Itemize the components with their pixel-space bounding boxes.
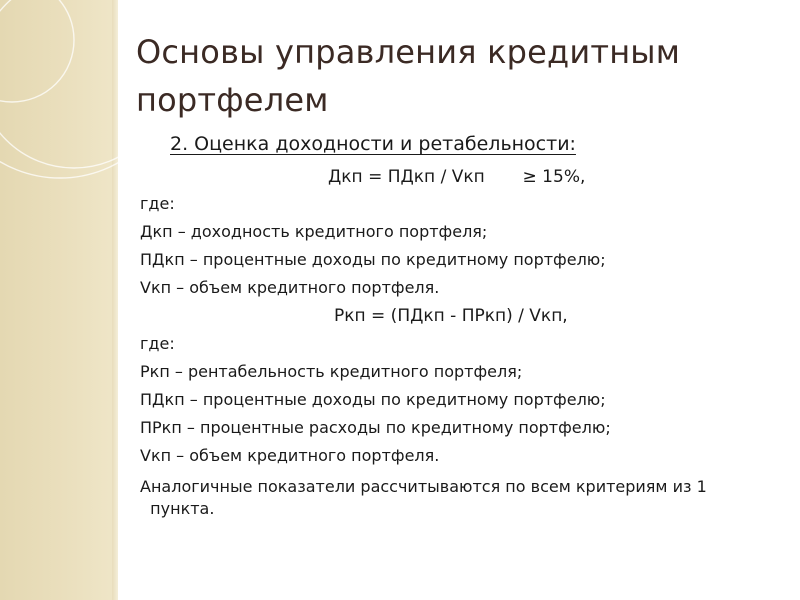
closing-note-line-1: Аналогичные показатели рассчитываются по всем критериям из 1 xyxy=(140,477,707,496)
closing-note-line-2: пункта. xyxy=(140,499,215,518)
definition-line: Vкп – объем кредитного портфеля. xyxy=(140,278,440,297)
section-heading: 2. Оценка доходности и ретабельности: xyxy=(170,133,576,155)
slide-title: Основы управления кредитным портфелем xyxy=(136,33,681,119)
definition-line: ПДкп – процентные доходы по кредитному портфелю; xyxy=(140,390,606,409)
definition-line: Vкп – объем кредитного портфеля. xyxy=(140,446,440,465)
formula-profitability: Дкп = ПДкп / Vкп ≥ 15%, xyxy=(328,167,586,187)
sidebar-edge xyxy=(112,0,118,600)
definition-line: Ркп – рентабельность кредитного портфеля; xyxy=(140,362,523,381)
formula-rentability: Ркп = (ПДкп - ПРкп) / Vкп, xyxy=(334,306,568,326)
where-label-1: где: xyxy=(140,194,175,213)
definition-line: Дкп – доходность кредитного портфеля; xyxy=(140,222,488,241)
where-label-2: где: xyxy=(140,334,175,353)
closing-note xyxy=(140,476,780,520)
definition-line: ПДкп – процентные доходы по кредитному портфелю; xyxy=(140,250,606,269)
decorative-sidebar xyxy=(0,0,118,600)
definition-line: ПРкп – процентные расходы по кредитному портфелю; xyxy=(140,418,611,437)
